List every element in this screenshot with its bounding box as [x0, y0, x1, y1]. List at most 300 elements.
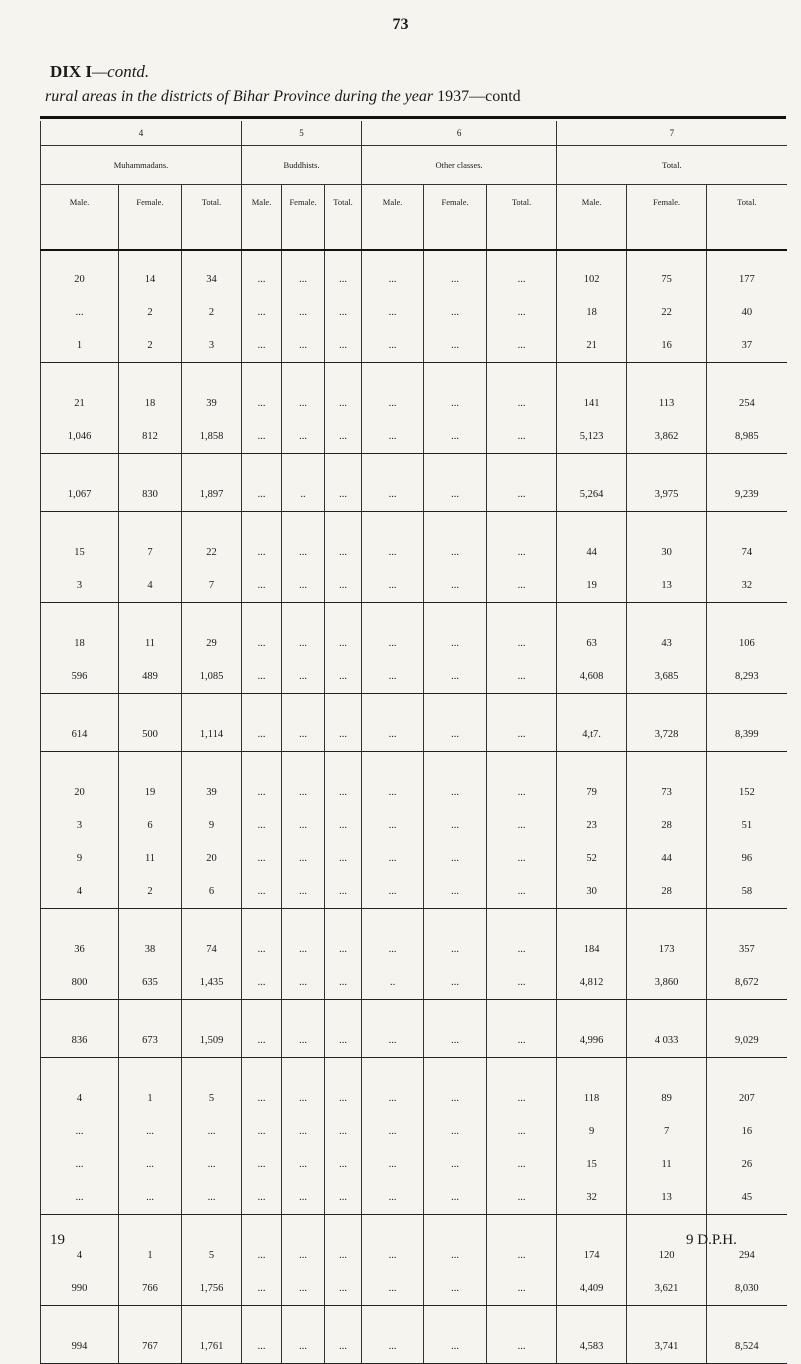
- table-cell: 106: [707, 627, 787, 660]
- table-cell: 7: [119, 536, 182, 569]
- spacer-cell: [119, 454, 182, 479]
- spacer-cell: [119, 909, 182, 934]
- table-cell: ...: [362, 842, 424, 875]
- table-cell: ...: [424, 809, 487, 842]
- spacer-cell: [242, 1306, 282, 1331]
- table-row: [41, 809, 787, 842]
- spacer-cell: [487, 454, 557, 479]
- table-cell: ...: [424, 1181, 487, 1215]
- spacer-cell: [242, 752, 282, 777]
- sub-header-row: [41, 185, 787, 251]
- table-cell: ...: [362, 478, 424, 512]
- table-cell: ...: [424, 569, 487, 603]
- table-cell: ...: [282, 1082, 325, 1115]
- column-header: Female.: [627, 185, 707, 251]
- table-cell: 6: [119, 809, 182, 842]
- table-cell: ...: [362, 1148, 424, 1181]
- table-cell: ...: [487, 1239, 557, 1272]
- table-cell: ...: [325, 842, 362, 875]
- table-cell: ...: [487, 627, 557, 660]
- table-cell: ...: [362, 875, 424, 909]
- table-cell: ...: [282, 966, 325, 1000]
- section-spacer: [41, 752, 787, 777]
- spacer-cell: [325, 909, 362, 934]
- table-cell: ...: [487, 1115, 557, 1148]
- group-header: Other classes.: [362, 146, 557, 185]
- spacer-cell: [41, 512, 119, 537]
- table-cell: 28: [627, 875, 707, 909]
- table-cell: 1,897: [182, 478, 242, 512]
- table-cell: ...: [242, 1330, 282, 1364]
- table-cell: 174: [557, 1239, 627, 1272]
- table-cell: ...: [487, 875, 557, 909]
- table-cell: ...: [362, 569, 424, 603]
- section-spacer: [41, 250, 787, 263]
- table-cell: ...: [242, 966, 282, 1000]
- table-cell: ...: [242, 1239, 282, 1272]
- column-number: 4: [41, 121, 242, 146]
- spacer-cell: [487, 250, 557, 263]
- spacer-cell: [627, 694, 707, 719]
- spacer-cell: [41, 363, 119, 388]
- table-row: [41, 387, 787, 420]
- spacer-cell: [487, 512, 557, 537]
- table-cell: ...: [242, 660, 282, 694]
- spacer-cell: [627, 909, 707, 934]
- table-cell: 8,399: [707, 718, 787, 752]
- table-cell: 32: [557, 1181, 627, 1215]
- table-cell: 3,621: [627, 1272, 707, 1306]
- table-cell: ...: [362, 1239, 424, 1272]
- table-cell: ...: [41, 1115, 119, 1148]
- table-cell: 2: [182, 296, 242, 329]
- table-cell: ...: [362, 329, 424, 363]
- table-cell: 7: [627, 1115, 707, 1148]
- table-cell: 30: [557, 875, 627, 909]
- section-spacer: [41, 1215, 787, 1240]
- table-cell: ...: [119, 1115, 182, 1148]
- spacer-cell: [424, 1215, 487, 1240]
- spacer-cell: [325, 694, 362, 719]
- table-cell: 120: [627, 1239, 707, 1272]
- group-header-row: [41, 146, 787, 185]
- spacer-cell: [707, 512, 787, 537]
- table-cell: ...: [325, 966, 362, 1000]
- spacer-cell: [182, 1306, 242, 1331]
- table-cell: ...: [242, 1115, 282, 1148]
- table-cell: 4,608: [557, 660, 627, 694]
- table-cell: ...: [242, 1272, 282, 1306]
- spacer-cell: [119, 1058, 182, 1083]
- table-cell: 20: [182, 842, 242, 875]
- table-cell: 11: [627, 1148, 707, 1181]
- section-spacer: [41, 909, 787, 934]
- footer-left: 19: [50, 1232, 65, 1248]
- table-cell: 1,858: [182, 420, 242, 454]
- table-cell: 29: [182, 627, 242, 660]
- table-cell: ...: [282, 296, 325, 329]
- subtitle-text: rural areas in the districts of Bihar Province during the year: [45, 88, 434, 105]
- table-cell: ...: [424, 1330, 487, 1364]
- table-cell: ...: [424, 1272, 487, 1306]
- table-cell: ...: [362, 627, 424, 660]
- spacer-cell: [182, 1215, 242, 1240]
- table-cell: ...: [325, 718, 362, 752]
- table-cell: 43: [627, 627, 707, 660]
- spacer-cell: [487, 1215, 557, 1240]
- table-cell: 14: [119, 263, 182, 296]
- spacer-cell: [362, 363, 424, 388]
- table-cell: 74: [182, 933, 242, 966]
- table-cell: 52: [557, 842, 627, 875]
- spacer-cell: [557, 363, 627, 388]
- table-cell: ...: [424, 387, 487, 420]
- table-cell: 3: [41, 809, 119, 842]
- table-row: [41, 660, 787, 694]
- table-cell: ...: [242, 569, 282, 603]
- spacer-cell: [557, 512, 627, 537]
- table-cell: ...: [325, 776, 362, 809]
- table-cell: ...: [282, 1115, 325, 1148]
- table-cell: 6: [182, 875, 242, 909]
- table-cell: ...: [424, 875, 487, 909]
- table-cell: 20: [41, 263, 119, 296]
- table-cell: ...: [362, 660, 424, 694]
- table-row: [41, 329, 787, 363]
- table-cell: ...: [242, 420, 282, 454]
- table-cell: ...: [282, 263, 325, 296]
- table-cell: ...: [325, 1239, 362, 1272]
- table-cell: ...: [487, 718, 557, 752]
- table-cell: ..: [282, 478, 325, 512]
- table-cell: 4: [119, 569, 182, 603]
- spacer-cell: [41, 909, 119, 934]
- table-cell: 37: [707, 329, 787, 363]
- page-number: 73: [392, 16, 409, 33]
- spacer-cell: [557, 909, 627, 934]
- table-cell: 1,046: [41, 420, 119, 454]
- spacer-cell: [242, 1058, 282, 1083]
- spacer-cell: [424, 512, 487, 537]
- table-cell: ...: [424, 536, 487, 569]
- spacer-cell: [282, 454, 325, 479]
- table-cell: ...: [362, 387, 424, 420]
- table-cell: ...: [362, 809, 424, 842]
- table-row: [41, 1330, 787, 1364]
- table-cell: 8,293: [707, 660, 787, 694]
- spacer-cell: [182, 752, 242, 777]
- spacer-cell: [119, 603, 182, 628]
- column-header: Female.: [282, 185, 325, 251]
- table-cell: ...: [242, 296, 282, 329]
- table-cell: ...: [282, 329, 325, 363]
- table-cell: ...: [362, 1272, 424, 1306]
- spacer-cell: [362, 1215, 424, 1240]
- column-header: Male.: [362, 185, 424, 251]
- table-cell: 9: [557, 1115, 627, 1148]
- subtitle-suffix: —contd: [469, 88, 521, 105]
- spacer-cell: [41, 250, 119, 263]
- spacer-cell: [41, 603, 119, 628]
- table-cell: 596: [41, 660, 119, 694]
- spacer-cell: [325, 250, 362, 263]
- table-cell: ...: [487, 1148, 557, 1181]
- table-cell: 294: [707, 1239, 787, 1272]
- top-rule: [40, 116, 786, 119]
- column-header: Female.: [424, 185, 487, 251]
- table-cell: 18: [41, 627, 119, 660]
- table-cell: ...: [242, 1024, 282, 1058]
- spacer-cell: [707, 1306, 787, 1331]
- table-cell: ...: [487, 1330, 557, 1364]
- table-row: [41, 1115, 787, 1148]
- table-cell: 1: [119, 1082, 182, 1115]
- table-cell: 1,114: [182, 718, 242, 752]
- spacer-cell: [707, 1000, 787, 1025]
- table-body: [41, 121, 787, 1364]
- table-cell: 4: [41, 1082, 119, 1115]
- table-cell: ...: [282, 776, 325, 809]
- table-cell: ...: [325, 420, 362, 454]
- table-cell: ...: [325, 933, 362, 966]
- spacer-cell: [424, 1000, 487, 1025]
- table-cell: 994: [41, 1330, 119, 1364]
- table-row: [41, 1082, 787, 1115]
- table-cell: 5,123: [557, 420, 627, 454]
- table-cell: 1,067: [41, 478, 119, 512]
- spacer-cell: [242, 909, 282, 934]
- spacer-cell: [282, 363, 325, 388]
- spacer-cell: [325, 752, 362, 777]
- table-cell: ...: [424, 478, 487, 512]
- table-row: [41, 1148, 787, 1181]
- spacer-cell: [627, 752, 707, 777]
- column-header: Female.: [119, 185, 182, 251]
- table-cell: 18: [119, 387, 182, 420]
- table-cell: ...: [325, 875, 362, 909]
- table-cell: 23: [557, 809, 627, 842]
- table-cell: ...: [242, 776, 282, 809]
- table-cell: 990: [41, 1272, 119, 1306]
- table-cell: 36: [41, 933, 119, 966]
- table-cell: ...: [424, 263, 487, 296]
- table-cell: ...: [325, 1115, 362, 1148]
- table-cell: ...: [424, 776, 487, 809]
- table-cell: 8,672: [707, 966, 787, 1000]
- column-header: Total.: [182, 185, 242, 251]
- table-cell: ...: [242, 1082, 282, 1115]
- spacer-cell: [41, 1058, 119, 1083]
- table-cell: ...: [282, 1181, 325, 1215]
- table-cell: 1: [41, 329, 119, 363]
- spacer-cell: [41, 1000, 119, 1025]
- table-cell: ...: [325, 1181, 362, 1215]
- table-cell: 1,085: [182, 660, 242, 694]
- spacer-cell: [362, 752, 424, 777]
- spacer-cell: [424, 909, 487, 934]
- table-cell: 15: [41, 536, 119, 569]
- section-spacer: [41, 1058, 787, 1083]
- table-cell: ...: [325, 660, 362, 694]
- table-cell: ...: [41, 1148, 119, 1181]
- table-cell: ...: [424, 660, 487, 694]
- table-cell: ...: [487, 569, 557, 603]
- spacer-cell: [707, 454, 787, 479]
- table-cell: ...: [282, 569, 325, 603]
- section-spacer: [41, 603, 787, 628]
- table-cell: ...: [424, 718, 487, 752]
- table-cell: 614: [41, 718, 119, 752]
- table-cell: ...: [487, 478, 557, 512]
- spacer-cell: [487, 909, 557, 934]
- table-cell: ...: [182, 1181, 242, 1215]
- table-cell: ...: [242, 842, 282, 875]
- table-cell: 3,860: [627, 966, 707, 1000]
- table-cell: 184: [557, 933, 627, 966]
- table-cell: ...: [282, 875, 325, 909]
- table-cell: 13: [627, 1181, 707, 1215]
- spacer-cell: [424, 363, 487, 388]
- table-cell: ...: [242, 933, 282, 966]
- table-cell: 89: [627, 1082, 707, 1115]
- spacer-cell: [242, 250, 282, 263]
- spacer-cell: [325, 1306, 362, 1331]
- table-cell: 44: [627, 842, 707, 875]
- spacer-cell: [119, 1215, 182, 1240]
- group-header: Total.: [557, 146, 787, 185]
- table-row: [41, 296, 787, 329]
- table-cell: ...: [325, 1082, 362, 1115]
- table-cell: 3,728: [627, 718, 707, 752]
- spacer-cell: [325, 1058, 362, 1083]
- table-cell: 5,264: [557, 478, 627, 512]
- table-row: [41, 875, 787, 909]
- table-cell: ...: [325, 263, 362, 296]
- spacer-cell: [557, 752, 627, 777]
- spacer-cell: [627, 512, 707, 537]
- table-cell: ...: [282, 1024, 325, 1058]
- table-cell: 5: [182, 1239, 242, 1272]
- table-row: [41, 1239, 787, 1272]
- table-cell: 4,409: [557, 1272, 627, 1306]
- table-cell: ...: [362, 718, 424, 752]
- spacer-cell: [707, 694, 787, 719]
- spacer-cell: [182, 454, 242, 479]
- table-cell: 19: [557, 569, 627, 603]
- table-subtitle: [45, 88, 521, 106]
- table-cell: 9: [41, 842, 119, 875]
- group-header: Buddhists.: [242, 146, 362, 185]
- table-cell: 2: [119, 296, 182, 329]
- table-cell: 4: [41, 875, 119, 909]
- table-cell: ...: [424, 1115, 487, 1148]
- table-cell: ...: [362, 1330, 424, 1364]
- spacer-cell: [424, 1306, 487, 1331]
- table-cell: ...: [424, 933, 487, 966]
- spacer-cell: [362, 603, 424, 628]
- spacer-cell: [182, 694, 242, 719]
- spacer-cell: [282, 1306, 325, 1331]
- table-cell: ...: [242, 329, 282, 363]
- table-cell: 2: [119, 875, 182, 909]
- table-cell: ...: [242, 718, 282, 752]
- table-row: [41, 776, 787, 809]
- table-cell: ...: [325, 1330, 362, 1364]
- table-cell: 74: [707, 536, 787, 569]
- table-cell: 20: [41, 776, 119, 809]
- table-cell: ...: [424, 1239, 487, 1272]
- table-cell: ...: [242, 809, 282, 842]
- spacer-cell: [242, 363, 282, 388]
- spacer-cell: [282, 909, 325, 934]
- spacer-cell: [627, 603, 707, 628]
- table-cell: ...: [487, 776, 557, 809]
- table-cell: 1: [119, 1239, 182, 1272]
- table-cell: 18: [557, 296, 627, 329]
- table-cell: 34: [182, 263, 242, 296]
- table-cell: ...: [282, 1272, 325, 1306]
- table-cell: 30: [627, 536, 707, 569]
- table-cell: ...: [282, 842, 325, 875]
- table-cell: 118: [557, 1082, 627, 1115]
- table-cell: 489: [119, 660, 182, 694]
- table-row: [41, 966, 787, 1000]
- table-row: [41, 933, 787, 966]
- table-cell: ...: [362, 776, 424, 809]
- table-cell: 21: [557, 329, 627, 363]
- spacer-cell: [119, 363, 182, 388]
- table-cell: ...: [282, 627, 325, 660]
- table-cell: ...: [424, 420, 487, 454]
- table-cell: ...: [242, 627, 282, 660]
- spacer-cell: [487, 694, 557, 719]
- table-row: [41, 420, 787, 454]
- column-number: 6: [362, 121, 557, 146]
- column-header: Male.: [242, 185, 282, 251]
- table-cell: ...: [487, 263, 557, 296]
- table-cell: ...: [41, 1181, 119, 1215]
- table-cell: ...: [282, 660, 325, 694]
- table-cell: 51: [707, 809, 787, 842]
- table-cell: 16: [707, 1115, 787, 1148]
- table-row: [41, 478, 787, 512]
- table-cell: ...: [41, 296, 119, 329]
- spacer-cell: [242, 694, 282, 719]
- table-cell: 767: [119, 1330, 182, 1364]
- column-header: Male.: [41, 185, 119, 251]
- table-cell: ...: [325, 1024, 362, 1058]
- column-number: 7: [557, 121, 787, 146]
- table-cell: 152: [707, 776, 787, 809]
- table-cell: 9,239: [707, 478, 787, 512]
- spacer-cell: [487, 752, 557, 777]
- table-cell: 96: [707, 842, 787, 875]
- table-cell: 1,756: [182, 1272, 242, 1306]
- table-cell: ...: [282, 536, 325, 569]
- table-cell: ..: [362, 966, 424, 1000]
- spacer-cell: [242, 1000, 282, 1025]
- table-cell: ...: [119, 1148, 182, 1181]
- spacer-cell: [242, 1215, 282, 1240]
- table-cell: 1,509: [182, 1024, 242, 1058]
- spacer-cell: [424, 603, 487, 628]
- table-cell: 40: [707, 296, 787, 329]
- table-cell: 9: [182, 809, 242, 842]
- section-spacer: [41, 512, 787, 537]
- table-cell: ...: [487, 536, 557, 569]
- spacer-cell: [119, 1306, 182, 1331]
- subtitle-year: 1937: [437, 88, 470, 105]
